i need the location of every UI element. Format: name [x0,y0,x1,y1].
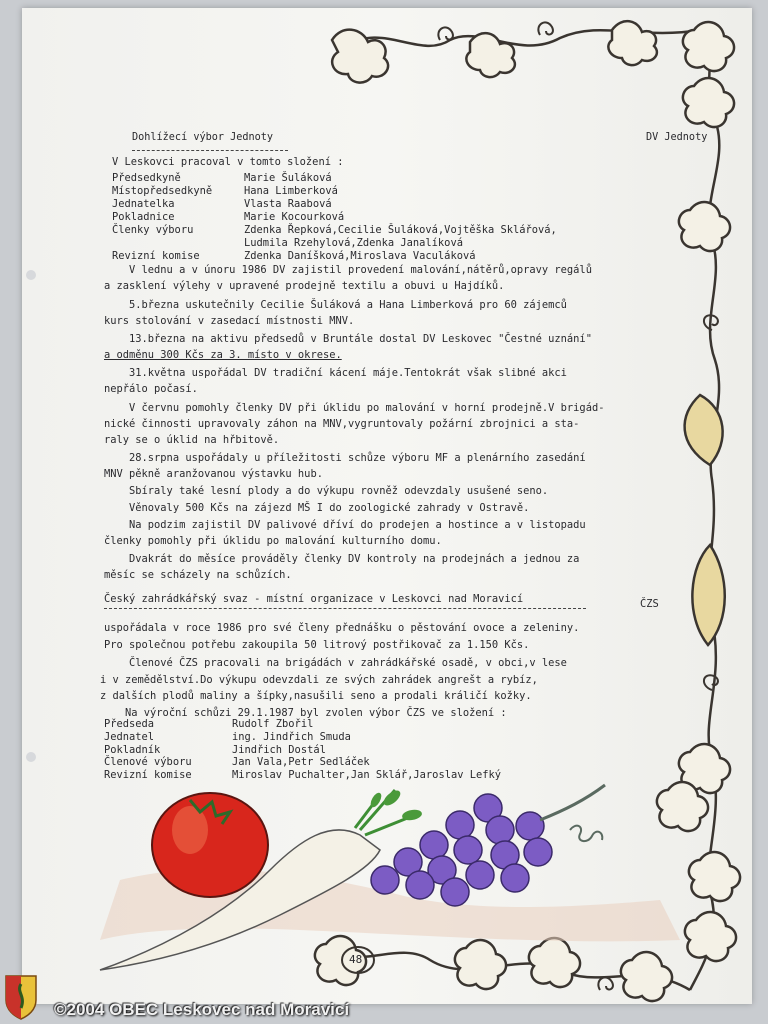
section-title-czs: Český zahrádkářský svaz - místní organizace v Leskovci nad Moravicí [104,593,524,605]
copyright-text: ©2004 OBEC Leskovec nad Moravicí [54,1000,350,1019]
member-name: Marie Kocourková [244,211,345,223]
body-line: 31.května uspořádal DV tradiční kácení máje.Tentokrát však slibné akci [104,367,567,379]
member-role: Jednatel [104,731,155,743]
member-name: Ludmila Rzehylová,Zdenka Janalíková [244,237,463,249]
body-line: Členové ČZS pracovali na brigádách v zahrádkářské osadě, v obci,v lese [104,657,567,669]
member-name: Jindřich Dostál [232,744,326,756]
body-line: Sbíraly také lesní plody a do výkupu rovněž odevzdaly usušené seno. [104,485,549,497]
member-name: Zdenka Daníšková,Miroslava Vaculáková [244,250,476,262]
member-role: Pokladnice [112,211,175,223]
body-line: a zasklení výlehy v upravené prodejně textilu a obuvi u Hajdíků. [104,280,505,292]
section-label-czs: ČZS [640,598,659,610]
body-line: členky pomohly při úklidu po malování kulturního domu. [104,535,442,547]
member-name: Hana Limberková [244,185,338,197]
section-label-dv: DV Jednoty [646,132,708,143]
body-line: 28.srpna uspořádaly u příležitosti schůze výboru MF a plenárního zasedání [104,452,586,464]
member-role: Revizní komise [112,250,200,262]
body-line: a odměnu 300 Kčs za 3. místo v okrese. [104,349,342,361]
member-role: Předsedkyně [112,172,181,184]
page-number: 48 [349,953,363,966]
body-line: i v zemědělství.Do výkupu odevzdali ze svých zahrádek angrešt a rybíz, [100,674,538,686]
body-line: Dvakrát do měsíce prováděly členky DV kontroly na prodejnách a jednou za [104,553,580,565]
member-name: Vlasta Raabová [244,198,332,210]
member-role: Předseda [104,718,155,730]
body-line: 13.března na aktivu předsedů v Bruntále dostal DV Leskovec "Čestné uznání" [104,333,592,345]
member-name: Jan Vala,Petr Sedláček [232,756,370,768]
member-role: Členové výboru [104,756,192,768]
body-line: V červnu pomohly členky DV při úklidu po malování v horní prodejně.V brigád- [104,402,605,414]
body-line: nepřálo počasí. [104,383,198,395]
body-line: Pro společnou potřebu zakoupila 50 litrový postřikovač za 1.150 Kčs. [104,639,530,651]
body-line: MNV pěkně aranžovanou výstavku hub. [104,468,323,480]
member-name: Zdenka Řepková,Cecilie Šuláková,Vojtěška Sklářová, [244,224,557,236]
member-role: Revizní komise [104,769,192,781]
member-role: Pokladník [104,744,161,756]
body-line: z dalších plodů maliny a šípky,nasušili seno a prodali králičí kožky. [100,690,532,702]
body-line: kurs stolování v zasedací místnosti MNV. [104,315,355,327]
member-role: Místopředsedkyně [112,185,213,197]
footer-watermark [0,996,768,1024]
member-name: Marie Šuláková [244,172,332,184]
body-line: nické činnosti upravovaly záhon na MNV,vygruntovaly požární zbrojnici a sta- [104,418,580,430]
body-line: Na podzim zajistil DV palivové dříví do prodejen a hostince a v listopadu [104,519,586,531]
title-underline [132,150,288,151]
member-name: Miroslav Puchalter,Jan Sklář,Jaroslav Lefký [232,769,501,781]
member-name: Rudolf Zbořil [232,718,314,730]
body-line: Na výroční schůzi 29.1.1987 byl zvolen výbor ČZS ve složení : [100,707,507,719]
dv-intro: V Leskovci pracoval v tomto složení : [112,156,344,168]
title-underline [104,608,586,609]
member-role: Členky výboru [112,224,194,236]
body-line: raly se o úklid na hřbitově. [104,434,280,446]
body-line: měsíc se scházely na schůzích. [104,569,292,581]
member-name: ing. Jindřich Smuda [232,731,351,743]
section-title-dv: Dohlížecí výbor Jednoty [132,132,274,143]
body-line: Věnovaly 500 Kčs na zájezd MŠ I do zoologické zahrady v Ostravě. [104,502,530,514]
body-line: 5.března uskutečnily Cecilie Šuláková a Hana Limberková pro 60 zájemců [104,299,567,311]
body-line: V lednu a v únoru 1986 DV zajistil provedení malování,nátěrů,opravy regálů [104,264,592,276]
body-line: uspořádala v roce 1986 pro své členy přednášku o pěstování ovoce a zeleniny. [104,622,580,634]
member-role: Jednatelka [112,198,175,210]
